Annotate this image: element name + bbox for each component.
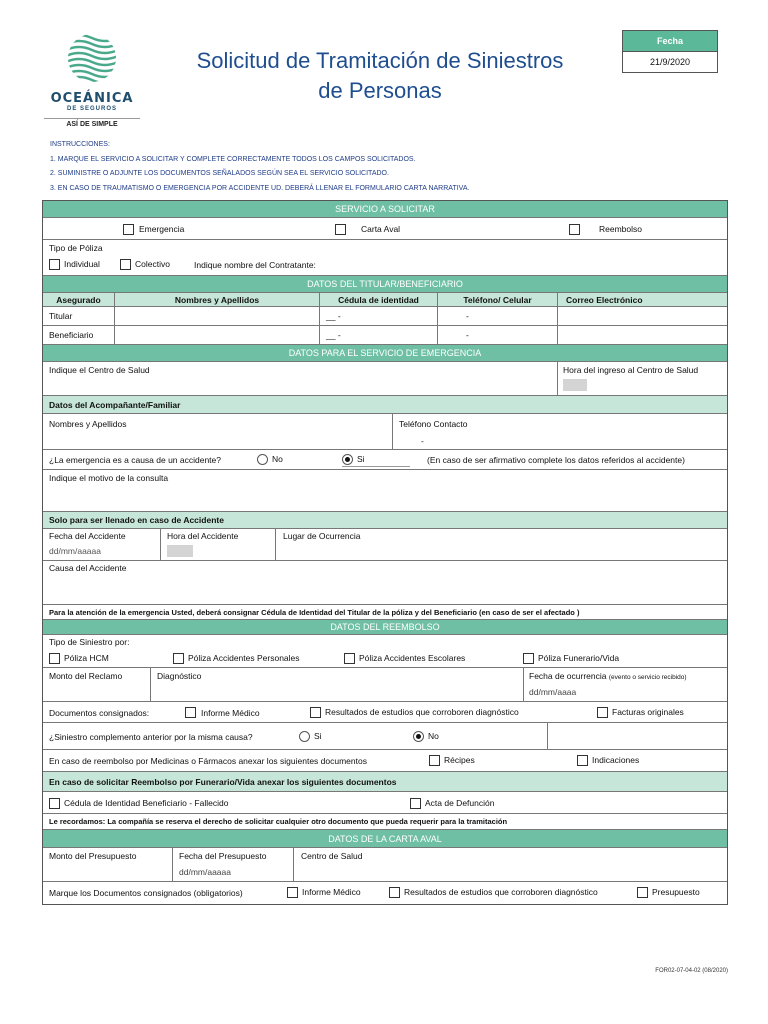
hora-accidente-field[interactable] [167, 545, 193, 557]
row-label: Beneficiario [43, 326, 115, 345]
instruction-item: 2. SUMINISTRE O ADJUNTE LOS DOCUMENTOS SEÑALADOS SEGÚN SEA EL SERVICIO SOLICITADO. [50, 170, 389, 177]
correo-field[interactable] [558, 326, 727, 345]
facturas-option[interactable] [597, 707, 684, 718]
section-band-carta: DATOS DE LA CARTA AVAL [43, 830, 727, 848]
complemento-no-option[interactable] [413, 731, 439, 742]
individual-label: Individual [64, 259, 100, 269]
titular-table-header [43, 293, 727, 307]
motivo-row [43, 470, 727, 512]
wave-logo-icon [66, 32, 118, 84]
poliza-ap-option[interactable] [173, 653, 300, 664]
acompanante-nombres-label: Nombres y Apellidos [49, 419, 127, 429]
acompanante-band: Datos del Acompañante/Familiar [43, 396, 727, 414]
reembolso-option[interactable] [569, 224, 584, 235]
radio-si-label: Si [314, 731, 322, 741]
marque-docs-label: Marque los Documentos consignados (obligatorios) [49, 888, 243, 898]
instructions-header: INSTRUCCIONES: [50, 141, 110, 148]
section-band-titular: DATOS DEL TITULAR/BENEFICIARIO [43, 276, 727, 293]
lugar-ocurrencia-label: Lugar de Ocurrencia [283, 531, 361, 541]
docs-consignados-row [43, 702, 727, 723]
telefono-contacto-label: Teléfono Contacto [399, 419, 468, 429]
colectivo-checkbox[interactable] [120, 259, 131, 270]
acta-defuncion-option[interactable] [410, 798, 494, 809]
poliza-fv-checkbox[interactable] [523, 653, 534, 664]
hora-accidente-label: Hora del Accidente [167, 531, 239, 541]
colectivo-label: Colectivo [135, 259, 170, 269]
cedula-fallecido-checkbox[interactable] [49, 798, 60, 809]
poliza-ae-checkbox[interactable] [344, 653, 355, 664]
cedula-fallecido-option[interactable] [49, 798, 228, 809]
cedula-field[interactable]: __ - [320, 326, 438, 345]
docs-consignados-label: Documentos consignados: [49, 708, 150, 718]
emergencia-checkbox[interactable] [123, 224, 134, 235]
title-line-2: de Personas [318, 78, 442, 103]
date-field[interactable]: 21/9/2020 [623, 51, 717, 72]
motivo-label: Indique el motivo de la consulta [49, 473, 169, 483]
accidente-si-option[interactable] [342, 454, 410, 467]
facturas-label: Facturas originales [612, 707, 684, 717]
col-telefono: Teléfono/ Celular [438, 293, 558, 307]
funerario-band: En caso de solicitar Reembolso por Funerario/Vida anexar los siguientes documentos [43, 772, 727, 792]
radio-no[interactable] [257, 454, 268, 465]
fecha-ocurrencia-field[interactable]: dd/mm/aaaa [529, 687, 577, 697]
recordamos-note: Le recordamos: La compañía se reserva el derecho de solicitar cualquier otro documento que pueda requerir para la tramitación [43, 814, 727, 830]
presupuesto-label: Presupuesto [652, 887, 700, 897]
section-band-emergencia: DATOS PARA EL SERVICIO DE EMERGENCIA [43, 345, 727, 362]
col-correo: Correo Electrónico [566, 295, 643, 305]
funerario-docs-row [43, 792, 727, 814]
poliza-ae-label: Póliza Accidentes Escolares [359, 653, 466, 663]
colectivo-option[interactable] [120, 259, 170, 270]
hora-ingreso-label: Hora del ingreso al Centro de Salud [563, 365, 699, 375]
emergencia-label: Emergencia [139, 224, 185, 234]
fecha-accidente-field[interactable]: dd/mm/aaaaa [49, 546, 101, 556]
correo-field[interactable] [558, 307, 727, 326]
reembolso-checkbox[interactable] [569, 224, 580, 235]
indicaciones-checkbox[interactable] [577, 755, 588, 766]
poliza-fv-option[interactable] [523, 653, 619, 664]
cedula-field[interactable]: __ - [320, 307, 438, 326]
accidente-question-row [43, 450, 727, 470]
carta-aval-option[interactable] [335, 224, 350, 235]
emergencia-note: Para la atención de la emergencia Usted, deberá consignar Cédula de Identidad del Titular de la póliza y del Beneficiario (en caso de ser el afectado ) [43, 605, 727, 620]
tipo-siniestro-row [43, 635, 727, 668]
service-options-row [43, 218, 727, 240]
poliza-ap-label: Póliza Accidentes Personales [188, 653, 300, 663]
date-box [622, 30, 718, 73]
carta-resultados-label: Resultados de estudios que corroboren diagnóstico [404, 887, 598, 897]
resultados-checkbox[interactable] [310, 707, 321, 718]
accidente-note: (En caso de ser afirmativo complete los datos referidos al accidente) [427, 455, 685, 465]
informe-medico-label: Informe Médico [201, 708, 260, 718]
fecha-presupuesto-field[interactable]: dd/mm/aaaaa [179, 867, 231, 877]
reembolso-label: Reembolso [599, 224, 642, 234]
carta-aval-label: Carta Aval [361, 224, 401, 234]
telefono-contacto-field[interactable]: - [421, 436, 424, 446]
radio-no-label: No [272, 454, 283, 464]
page-title [160, 46, 600, 106]
fecha-accidente-label: Fecha del Accidente [49, 531, 126, 541]
presupuesto-checkbox[interactable] [637, 887, 648, 898]
cedula-fallecido-label: Cédula de Identidad Beneficiario - Fallecido [64, 798, 229, 808]
section-band-servicio: SERVICIO A SOLICITAR [43, 201, 727, 218]
poliza-hcm-option[interactable] [49, 653, 109, 664]
complemento-row [43, 723, 727, 750]
fecha-ocurrencia-label [529, 671, 687, 681]
accidente-question: ¿La emergencia es a causa de un accidente? [49, 455, 222, 465]
contratante-label: Indique nombre del Contratante: [194, 260, 316, 270]
complemento-si-option[interactable] [299, 731, 322, 742]
logo-slogan: ASÍ DE SIMPLE [44, 118, 140, 128]
poliza-ae-option[interactable] [344, 653, 465, 664]
radio-si[interactable] [299, 731, 310, 742]
carta-informe-checkbox[interactable] [287, 887, 298, 898]
telefono-field[interactable]: - [438, 326, 558, 345]
complemento-question: ¿Siniestro complemento anterior por la misma causa? [49, 732, 253, 742]
poliza-ap-checkbox[interactable] [173, 653, 184, 664]
carta-informe-option[interactable] [287, 887, 361, 898]
poliza-hcm-label: Póliza HCM [64, 653, 109, 663]
indicaciones-option[interactable] [577, 755, 639, 766]
causa-row [43, 561, 727, 605]
table-row [43, 307, 727, 326]
poliza-hcm-checkbox[interactable] [49, 653, 60, 664]
centro-salud-carta-label: Centro de Salud [301, 851, 363, 861]
emergencia-option[interactable] [123, 224, 138, 235]
claim-form [42, 200, 728, 905]
informe-medico-option[interactable] [185, 707, 200, 718]
medicinas-label: En caso de reembolso por Medicinas o Fármacos anexar los siguientes documentos [49, 756, 367, 766]
title-line-1: Solicitud de Tramitación de Siniestros [196, 48, 564, 73]
presupuesto-row [43, 848, 727, 882]
tipo-poliza-label: Tipo de Póliza [49, 243, 103, 253]
fecha-presupuesto-label: Fecha del Presupuesto [179, 851, 267, 861]
resultados-option[interactable] [310, 707, 519, 718]
carta-resultados-checkbox[interactable] [389, 887, 400, 898]
fecha-ocurrencia-note: (evento o servicio recibido) [608, 674, 687, 681]
tipo-siniestro-label: Tipo de Siniestro por: [49, 637, 130, 647]
centro-salud-label: Indique el Centro de Salud [49, 365, 150, 375]
carta-docs-row [43, 882, 727, 904]
col-cedula: Cédula de identidad [320, 293, 438, 307]
radio-si[interactable] [342, 454, 353, 465]
diagnostico-label: Diagnóstico [157, 671, 202, 681]
monto-reclamo-row [43, 668, 727, 702]
accidente-no-option[interactable] [257, 454, 283, 465]
row-label: Titular [43, 307, 115, 326]
carta-informe-label: Informe Médico [302, 887, 361, 897]
centro-salud-row [43, 362, 727, 396]
resultados-label: Resultados de estudios que corroboren diagnóstico [325, 707, 519, 717]
individual-option[interactable] [49, 259, 100, 270]
recipes-label: Récipes [444, 755, 475, 765]
nombres-field[interactable] [115, 326, 320, 345]
accidente-fecha-row [43, 529, 727, 561]
indicaciones-label: Indicaciones [592, 755, 640, 765]
tipo-poliza-row [43, 240, 727, 276]
telefono-field[interactable]: - [438, 307, 558, 326]
recipes-option[interactable] [429, 755, 475, 766]
carta-resultados-option[interactable] [389, 887, 598, 898]
instruction-item: 3. EN CASO DE TRAUMATISMO O EMERGENCIA POR ACCIDENTE UD. DEBERÁ LLENAR EL FORMULARIO CARTA NARRATIVA. [50, 184, 470, 192]
monto-reclamo-label: Monto del Reclamo [49, 671, 123, 681]
instruction-item: 1. MARQUE EL SERVICIO A SOLICITAR Y COMPLETE CORRECTAMENTE TODOS LOS CAMPOS SOLICITADOS. [50, 155, 416, 163]
company-logo [44, 32, 140, 128]
informe-medico-checkbox[interactable] [185, 707, 196, 718]
recipes-checkbox[interactable] [429, 755, 440, 766]
acompanante-row [43, 414, 727, 450]
medicinas-row [43, 750, 727, 772]
individual-checkbox[interactable] [49, 259, 60, 270]
instructions [50, 138, 469, 196]
section-band-reembolso: DATOS DEL REEMBOLSO [43, 620, 727, 635]
nombres-field[interactable] [115, 307, 320, 326]
logo-sub: DE SEGUROS [66, 106, 117, 112]
carta-aval-checkbox[interactable] [335, 224, 346, 235]
monto-presupuesto-label: Monto del Presupuesto [49, 851, 137, 861]
solo-accidente-band: Solo para ser llenado en caso de Accidente [43, 512, 727, 529]
radio-no[interactable] [413, 731, 424, 742]
acta-defuncion-label: Acta de Defunción [425, 798, 495, 808]
causa-label: Causa del Accidente [49, 563, 127, 573]
date-label: Fecha [623, 31, 717, 51]
poliza-fv-label: Póliza Funerario/Vida [538, 653, 620, 663]
fecha-ocurrencia-text: Fecha de ocurrencia [529, 671, 607, 681]
presupuesto-option[interactable] [637, 887, 700, 898]
radio-si-label: Si [357, 454, 365, 464]
table-row [43, 326, 727, 345]
form-code: FOR02-07-04-02 (08/2020) [655, 968, 728, 974]
col-asegurado: Asegurado [43, 293, 115, 307]
hora-ingreso-field[interactable] [563, 379, 587, 391]
logo-name: OCEÁNICA [50, 91, 134, 106]
acta-defuncion-checkbox[interactable] [410, 798, 421, 809]
radio-no-label: No [428, 731, 439, 741]
col-nombres: Nombres y Apellidos [115, 293, 320, 307]
facturas-checkbox[interactable] [597, 707, 608, 718]
